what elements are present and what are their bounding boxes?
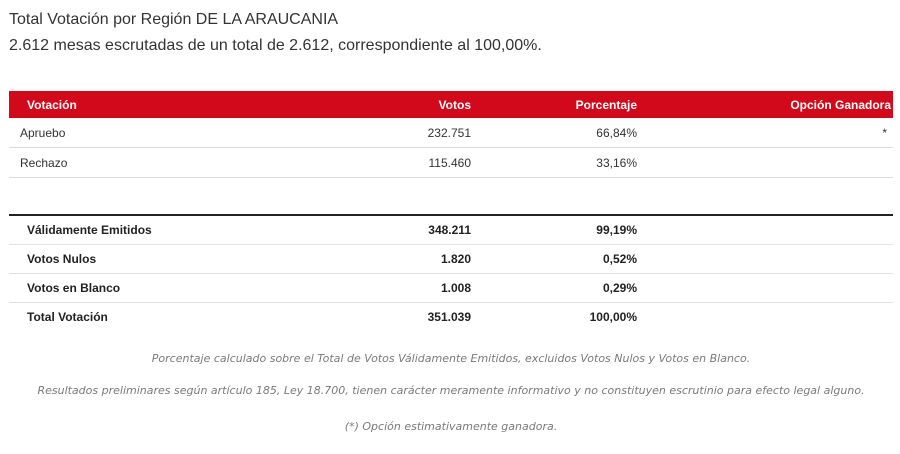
total-votes: 348.211 bbox=[309, 215, 472, 245]
total-percent: 0,29% bbox=[472, 274, 638, 303]
option-percent: 66,84% bbox=[472, 118, 638, 148]
total-percent: 0,52% bbox=[472, 245, 638, 274]
total-label: Votos Nulos bbox=[9, 245, 309, 274]
table-row bbox=[9, 118, 893, 148]
empty-cell bbox=[638, 245, 893, 274]
total-percent: 99,19% bbox=[472, 215, 638, 245]
winner-marker: * bbox=[638, 118, 893, 148]
empty-cell bbox=[638, 303, 893, 332]
column-header-opcion-ganadora: Opción Ganadora bbox=[638, 91, 893, 118]
table-row bbox=[9, 303, 893, 332]
footnote-percentage: Porcentaje calculado sobre el Total de Votos Válidamente Emitidos, excluidos Votos Nulos y Votos en Blanco. bbox=[151, 352, 751, 365]
total-votes: 1.820 bbox=[309, 245, 472, 274]
winner-marker bbox=[638, 148, 893, 178]
option-name: Rechazo bbox=[9, 148, 309, 178]
column-header-porcentaje: Porcentaje bbox=[472, 91, 638, 118]
table-row bbox=[9, 245, 893, 274]
totals-table bbox=[9, 214, 893, 331]
table-row bbox=[9, 274, 893, 303]
results-table bbox=[9, 91, 893, 178]
total-votes: 351.039 bbox=[427, 310, 471, 324]
page-title: Total Votación por Región DE LA ARAUCANIA bbox=[9, 11, 339, 28]
results-header-row bbox=[9, 91, 893, 118]
option-name: Apruebo bbox=[9, 118, 309, 148]
total-percent: 100,00% bbox=[589, 310, 637, 324]
empty-cell bbox=[638, 274, 893, 303]
option-votes: 115.460 bbox=[309, 148, 472, 178]
table-row bbox=[9, 215, 893, 245]
empty-cell bbox=[638, 215, 893, 245]
footnote-disclaimer: Resultados preliminares según artículo 185, Ley 18.700, tienen carácter meramente informativo y no constituyen escrutinio para efecto legal alguno. bbox=[37, 384, 865, 397]
total-votes: 1.008 bbox=[309, 274, 472, 303]
footnote-winner: (*) Opción estimativamente ganadora. bbox=[344, 420, 558, 433]
column-header-votos: Votos bbox=[309, 91, 472, 118]
page-subtitle: 2.612 mesas escrutadas de un total de 2.612, correspondiente al 100,00%. bbox=[9, 37, 542, 54]
option-votes: 232.751 bbox=[309, 118, 472, 148]
total-label: Total Votación bbox=[27, 310, 108, 324]
table-row bbox=[9, 148, 893, 178]
column-header-votacion: Votación bbox=[9, 91, 309, 118]
option-percent: 33,16% bbox=[472, 148, 638, 178]
total-label: Votos en Blanco bbox=[9, 274, 309, 303]
total-label: Válidamente Emitidos bbox=[9, 215, 309, 245]
